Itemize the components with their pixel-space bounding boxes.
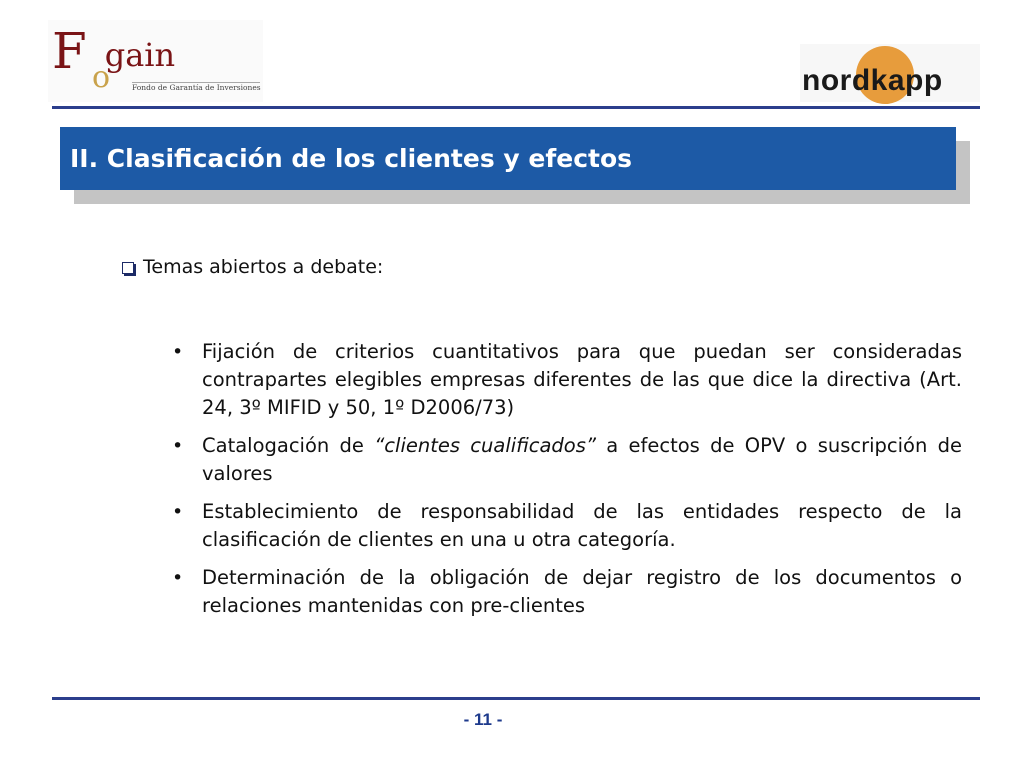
list-item	[172, 498, 962, 554]
list-item-text-start: Catalogación de	[202, 434, 375, 457]
section-heading-text: Temas abiertos a debate:	[143, 256, 384, 278]
footer-divider	[52, 697, 980, 700]
nordkapp-logo-text: nordkapp	[802, 64, 943, 97]
title-bar	[60, 127, 956, 190]
list-item	[172, 564, 962, 620]
bullet-icon: •	[172, 501, 184, 523]
list-item-text-end: a efectos de OPV o suscripción de valores	[202, 434, 962, 485]
list-item-text: Fijación de criterios cuantitativos para que puedan ser consideradas contrapartes elegibles empresas diferentes de las que dice la directiva (Art. 24, 3º MIFID y 50, 1º D2006/73)	[202, 340, 962, 419]
list-item-text: Determinación de la obligación de dejar registro de los documentos o relaciones mantenidas con pre-clientes	[202, 566, 962, 617]
fogain-logo-wordmark: Fgain	[52, 22, 176, 80]
fogain-logo	[48, 20, 263, 102]
list-item	[172, 432, 962, 488]
bullet-icon: •	[172, 567, 184, 589]
list-item-text-italic: “clientes cualificados”	[374, 434, 597, 457]
header-divider	[52, 106, 980, 109]
checkbox-icon	[122, 262, 134, 274]
bullet-icon: •	[172, 435, 184, 457]
section-heading	[122, 256, 383, 278]
bullet-icon: •	[172, 341, 184, 363]
list-item-text	[202, 432, 962, 488]
list-item-text: Establecimiento de responsabilidad de las entidades respecto de la clasificación de clientes en una u otra categoría.	[202, 500, 962, 551]
fogain-logo-subtitle: Fondo de Garantía de Inversiones	[132, 83, 261, 92]
bullet-list	[172, 338, 962, 630]
fogain-logo-o-icon: o	[92, 60, 111, 95]
page-number: - 11 -	[463, 710, 503, 729]
slide-title: II. Clasificación de los clientes y efectos	[70, 144, 633, 173]
nordkapp-logo	[800, 44, 980, 102]
list-item	[172, 338, 962, 422]
